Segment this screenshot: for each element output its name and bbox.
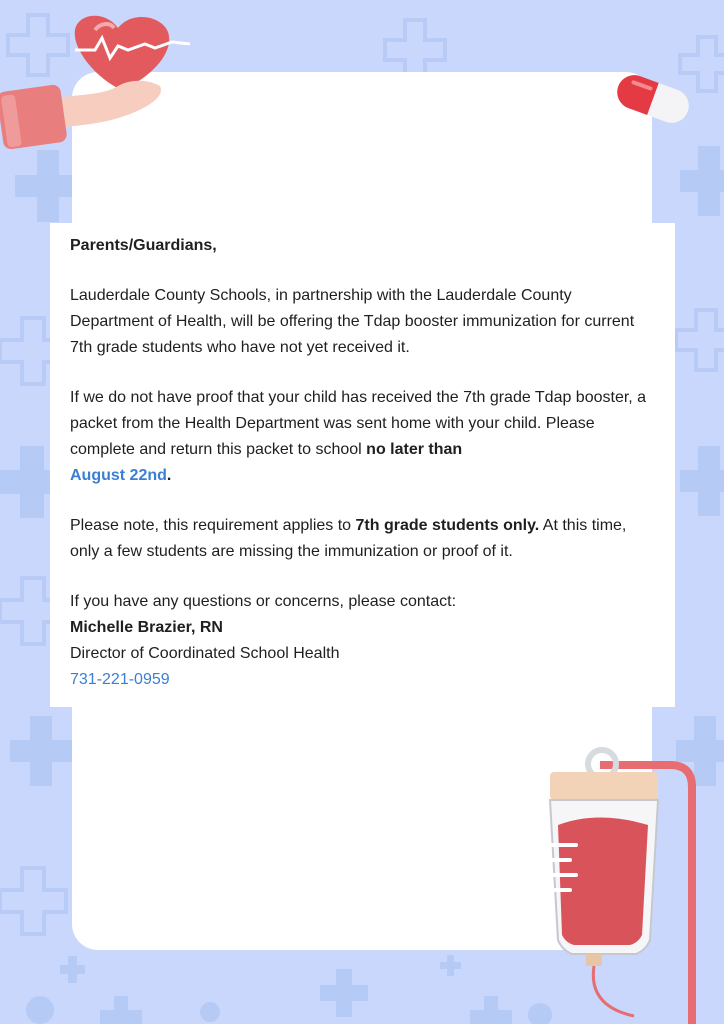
deadline-emphasis: no later than — [366, 441, 463, 458]
pill-capsule-icon — [603, 62, 703, 137]
iv-blood-bag-icon — [540, 740, 724, 1024]
greeting: Parents/Guardians, — [70, 237, 217, 254]
medical-cross-icon — [60, 956, 85, 983]
deadline-date: August 22nd — [70, 467, 167, 484]
hand-holding-heart-icon — [0, 8, 195, 153]
paragraph-requirement-note: Please note, this requirement applies to 7th grade students only. At this time, only a few students are missing the immunization or proof of it. — [70, 517, 627, 560]
letter-body — [50, 223, 675, 707]
medical-cross-icon — [470, 996, 512, 1024]
medical-cross-icon — [385, 20, 445, 80]
medical-cross-icon — [10, 716, 72, 786]
contact-name: Michelle Brazier, RN — [70, 619, 223, 636]
medical-cross-icon — [680, 146, 724, 216]
medical-cross-icon — [0, 868, 66, 934]
paragraph-immunization-offer: Lauderdale County Schools, in partnership with the Lauderdale County Department of Health, will be offering the Tdap booster immunization for current 7th grade students who have not yet received it. — [70, 287, 635, 356]
contact-intro: If you have any questions or concerns, please contact: — [70, 593, 457, 610]
contact-title: Director of Coordinated School Health — [70, 645, 340, 662]
medical-cross-icon — [440, 955, 461, 976]
paragraph-packet-deadline: If we do not have proof that your child has received the 7th grade Tdap booster, a packet from the Health Department was sent home with your child. Please complete and return this packet to school no later than August 22nd. — [70, 389, 647, 484]
medical-cross-icon — [676, 310, 724, 370]
medical-cross-icon — [680, 446, 724, 516]
medical-cross-icon — [320, 969, 368, 1017]
medical-cross-icon — [100, 996, 142, 1024]
contact-phone-link[interactable]: 731-221-0959 — [70, 671, 170, 688]
